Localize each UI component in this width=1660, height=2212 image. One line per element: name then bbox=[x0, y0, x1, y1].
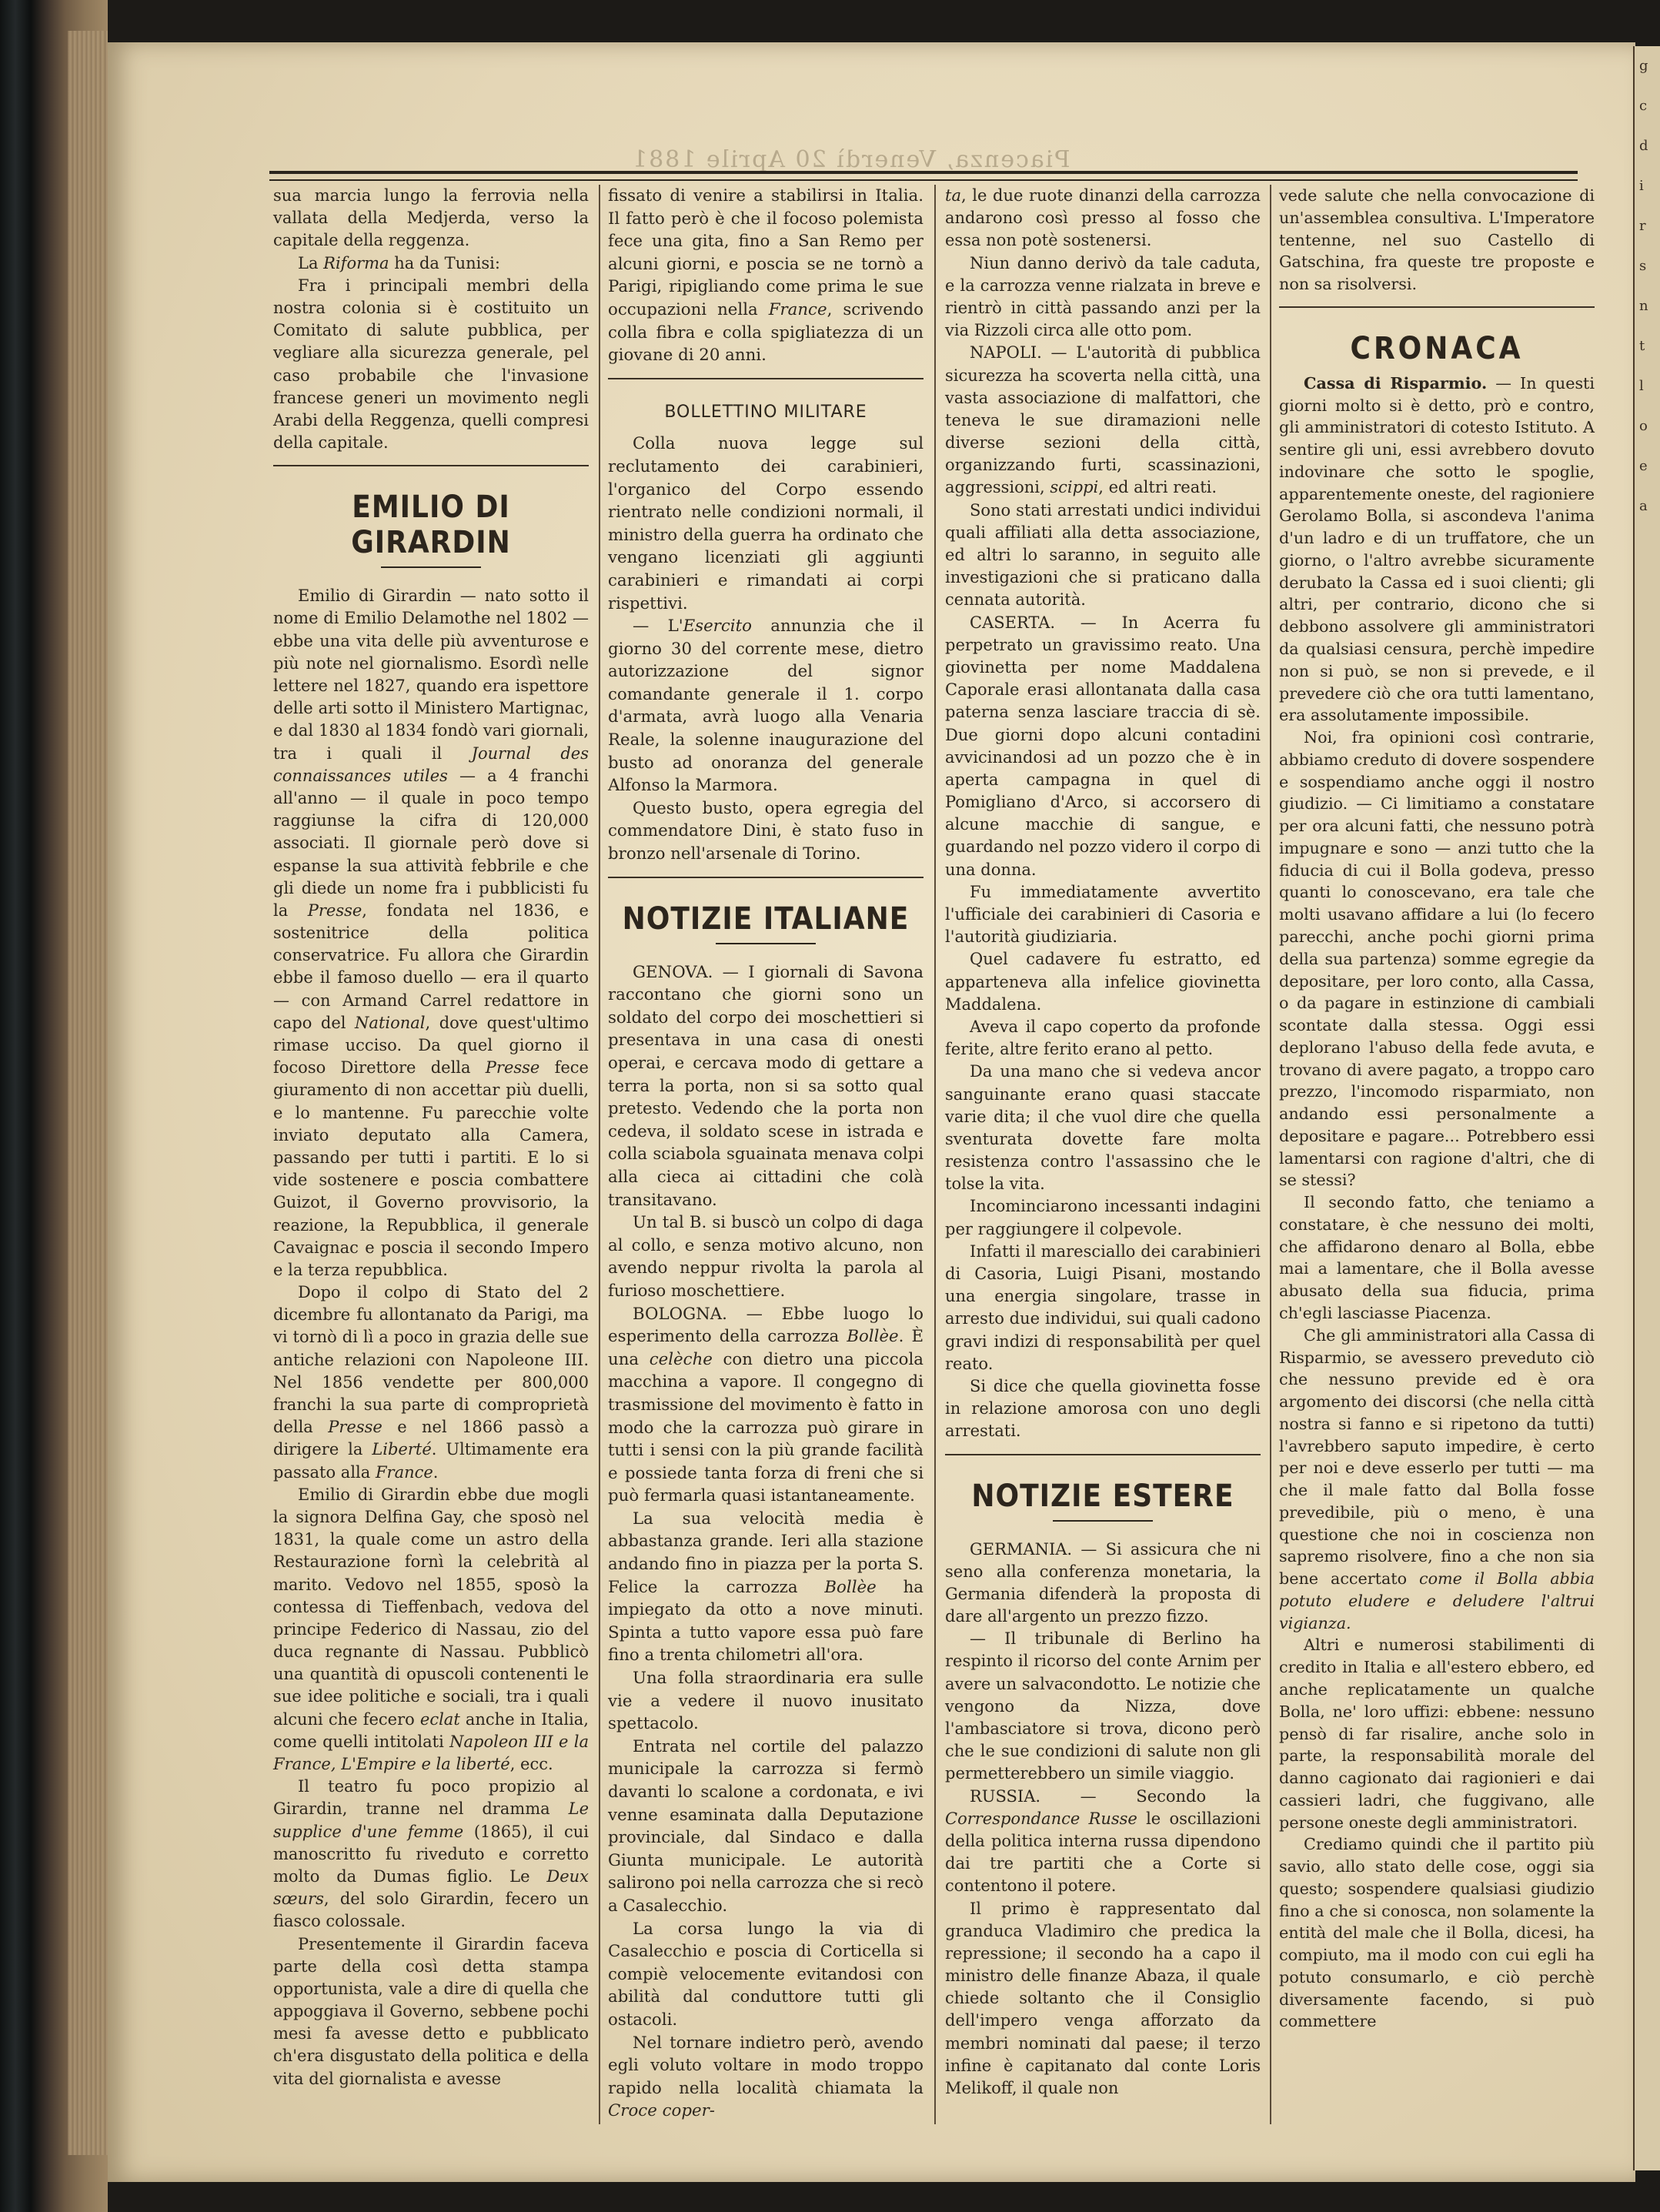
text-paragraph: Il primo è rappresentato dal granduca Vladimiro che predica la repressione; il secondo ha a capo il ministro delle finanze Abaza, il quale chiede soltanto che il Consiglio dell'impero venga afforzato da membri nominati dal paese; il terzo infine è capitanato dal conte Loris Melikoff, il quale non bbox=[945, 1899, 1261, 2097]
title-underline bbox=[381, 566, 481, 568]
text-paragraph: Fu immediatamente avvertito l'ufficiale dei carabinieri di Casoria e l'autorità giudiziaria. bbox=[945, 882, 1261, 947]
text-paragraph: — L'Esercito annunzia che il giorno 30 del corrente mese, dietro autorizzazione del signor comandante generale il 1. corpo d'armata, avrà luogo alla Venaria Reale, la solenne inaugurazione del busto ad onoranza del generale Alfonso la Marmora. bbox=[608, 616, 924, 796]
section-title-cronaca: CRONACA bbox=[1350, 330, 1524, 366]
text-paragraph: La sua velocità media è abbastanza grande. Ieri alla stazione andando fino in piazza per la porta S. Felice la carrozza Bollèe ha impiegato da otto a nove minuti. Spinta a tutto vapore essa può fare fino a trenta chilometri all'ora. bbox=[608, 1509, 924, 1666]
text-paragraph: vede salute che nella convocazione di un'assemblea consultiva. L'Imperatore tentenne, nel suo Castello di Gatschina, fra queste tre proposte e non sa risolversi. bbox=[1279, 186, 1595, 294]
text-paragraph: Crediamo quindi che il partito più savio, allo stato delle cose, oggi sia questo; sospendere qualsiasi giudizio fino a che si conosca, non solamente la entità del male che il Bolla, dicesi, ha compiuto, ma il modo con cui egli ha potuto consumarlo, e ciò perchè diversamente facendo, si può commettere bbox=[1279, 1835, 1595, 2031]
section-title-notizie-italiane: NOTIZIE ITALIANE bbox=[622, 901, 910, 937]
text-paragraph: Cassa di Risparmio. — In questi giorni molto si è detto, prò e contro, gli amministratori di cotesto Istituto. A sentire gli uni, essi avrebbero dovuto indovinare che sotto le spoglie, apparentemente oneste, del ragioniere Gerolamo Bolla, si ascondeva l'anima d'un ladro e di un truffatore, che un giorno, o l'altro avrebbe sicuramente derubato la Cassa ed i suoi clienti; gli altri, per contrario, dicono che si debbono assolvere gli amministratori da qualsiasi censura, perchè impedire non si può, se non si prevede, e il prevedere ciò che ora tutti lamentano, era assolutamente impossibile. bbox=[1279, 373, 1595, 725]
section-rule bbox=[608, 378, 924, 379]
text-paragraph: Da una mano che si vedeva ancor sanguinante erano quasi staccate varie dita; il che vuol dire che quella sventurata dovette fare molta resistenza contro l'assassino che le tolse la vita. bbox=[945, 1062, 1261, 1194]
column-3 bbox=[945, 185, 1261, 2100]
text-paragraph: Emilio di Girardin — nato sotto il nome di Emilio Delamothe nel 1802 — ebbe una vita delle più avventurose e più note nel giornalismo. Esordì nelle lettere nel 1827, quando era ispettore delle arti sotto il Ministero Martignac, e dal 1830 al 1834 fondò vari giornali, tra i quali il Journal des connaissances utiles — a 4 franchi all'anno — il quale in poco tempo raggiunse la cifra di 120,000 associati. Il giornale però dove si espanse la sua attività febbrile e che gli diede un nome fra i pubblicisti fu la Presse, fondata nel 1836, e sostenitrice della politica conservatrice. Fu allora che Girardin ebbe il famoso duello — era il quarto — con Armand Carrel redattore in capo del National, dove quest'ultimo rimase ucciso. Da quel giorno il focoso Direttore della Presse fece giuramento di non accettar più duelli, e lo mantenne. Fu parecchie volte inviato deputato alla Camera, passando per tutti i partiti. E lo si vide sostenere e poscia combattere Guizot, il Governo provvisorio, la reazione, la Repubblica, il generale Cavaignac e poscia il secondo Impero e la terza repubblica. bbox=[273, 586, 589, 1279]
column-rule-3 bbox=[1270, 185, 1271, 2124]
column-4 bbox=[1279, 185, 1595, 2033]
column-rule-1 bbox=[599, 185, 600, 2124]
column-rule-2 bbox=[934, 185, 936, 2124]
text-paragraph: Quel cadavere fu estratto, ed apparteneva alla infelice giovinetta Maddalena. bbox=[945, 950, 1261, 1014]
text-paragraph: CASERTA. — In Acerra fu perpetrato un gravissimo reato. Una giovinetta per nome Maddalena Caporale erasi allontanata dalla casa paterna senza lasciare traccia di sè. Due giorni dopo alcuni contadini avvicinandosi ad un pozzo che è in aperta campagna in quel di Pomigliano d'Arco, si accorsero di alcune macchie di sangue, e guardando nel pozzo videro il corpo di una donna. bbox=[945, 613, 1261, 879]
text-paragraph: Presentemente il Girardin faceva parte della così detta stampa opportunista, vale a dire di quella che appoggiava il Governo, sebbene pochi mesi fa avesse detto e pubblicato ch'era disgustato della politica e della vita del giornalista e avesse bbox=[273, 1934, 589, 2088]
section-title-bollettino: BOLLETTINO MILITARE bbox=[664, 402, 867, 422]
section-rule bbox=[1279, 306, 1595, 308]
text-paragraph: Altri e numerosi stabilimenti di credito in Italia e all'estero ebbero, ed anche replicatamente un qualche Bolla, ne' loro uffizi: ebbene: nessuno pensò di far risalire, anche solo in parte, la responsabilità morale del danno cagionato dai ragionieri e dai cassieri ladri, che fuggivano, alle persone oneste degli amministratori. bbox=[1279, 1636, 1595, 1832]
text-paragraph: — Il tribunale di Berlino ha respinto il ricorso del conte Arnim per avere un salvacondotto. Le notizie che vengono da Nizza, dove l'ambasciatore si trova, dicono però che le sue condizioni di salute non gli permetterebbero un simile viaggio. bbox=[945, 1629, 1261, 1783]
text-paragraph: Un tal B. si buscò un colpo di daga al collo, e senza motivo alcuno, non avendo neppur rivolta la parola al furioso moschettiere. bbox=[608, 1213, 924, 1301]
text-paragraph: Dopo il colpo di Stato del 2 dicembre fu allontanato da Parigi, ma vi tornò di lì a poco in grazia delle sue antiche relazioni con Napoleone III. Nel 1856 vendette per 800,000 franchi la sua parte di comproprietà della Presse e nel 1866 passò a dirigere la Liberté. Ultimamente era passato alla France. bbox=[273, 1283, 589, 1482]
text-paragraph: Questo busto, opera egregia del commendatore Dini, è stato fuso in bronzo nell'arsenale di Torino. bbox=[608, 798, 924, 864]
text-paragraph: Infatti il maresciallo dei carabinieri di Casoria, Luigi Pisani, mostando una energia singolare, trasse in arresto due individui, sui quali cadono gravi indizi di responsabilità per quel reato. bbox=[945, 1241, 1261, 1373]
text-paragraph: Incominciarono incessanti indagini per raggiungere il colpevole. bbox=[945, 1197, 1261, 1238]
title-underline bbox=[1053, 1520, 1153, 1522]
column-1 bbox=[273, 185, 589, 2090]
column-2 bbox=[608, 185, 924, 2123]
text-paragraph: Emilio di Girardin ebbe due mogli la signora Delfina Gay, che sposò nel 1831, la quale come un astro della Restaurazione fornì la celebrità al marito. Vedovo nel 1855, sposò la contessa di Tieffenbach, vedova del principe Federico di Nassau, zio del duca regnante di Nassau. Pubblicò una quantità di opuscoli contenenti le sue idee politiche e sociali, tra i quali alcuni che fecero eclat anche in Italia, come quelli intitolati Napoleon III e la France, L'Empire e la liberté, ecc. bbox=[273, 1485, 589, 1773]
section-title-notizie-estere: NOTIZIE ESTERE bbox=[971, 1478, 1234, 1514]
text-paragraph: BOLOGNA. — Ebbe luogo lo esperimento della carrozza Bollèe. È una celèche con dietro una piccola macchina a vapore. Il congegno di trasmissione del movimento è fatto in modo che la carrozza può girare in tutti i sensi con la più grande facilità e possiede tanta forza di freni che si può fermarla quasi istantaneamente. bbox=[608, 1304, 924, 1506]
text-paragraph: Noi, fra opinioni così contrarie, abbiamo creduto di dovere sospendere e sospendiamo anche oggi il nostro giudizio. — Ci limitiamo a constatare per ora alcuni fatti, che nessuno potrà impugnare e sono — anzi tutto che la fiducia di cui il Bolla godeva, presso quanti lo conoscevano, era tale che molti usavano affidare a lui (lo fecero parecchi, anche pochi giorni prima della sua partenza) somme egregie da depositare, per loro conto, alla Cassa, o da pagare in estinzione di cambiali scontate dalla stessa. Oggi essi deplorano l'abuso della fede avuta, e trovano di avere pagato, a troppo caro prezzo, l'incomodo risparmiato, non andando essi personalmente a depositare e pagare... Potrebbero essi lamentarsi con ragione d'altri, che di se stessi? bbox=[1279, 728, 1595, 1190]
text-paragraph: Nel tornare indietro però, avendo egli voluto voltare in modo troppo rapido nella località chiamata la Croce coper- bbox=[608, 2033, 924, 2121]
text-paragraph: La corsa lungo la via di Casalecchio e poscia di Corticella si compiè velocemente evitandosi con abilità dal conduttore tutti gli ostacoli. bbox=[608, 1919, 924, 2030]
text-paragraph: Il secondo fatto, che teniamo a constatare, è che nessuno dei molti, che affidarono denaro al Bolla, ebbe mai a lamentare, che il Bolla avesse abusato della sua fiducia, prima ch'egli lasciasse Piacenza. bbox=[1279, 1193, 1595, 1322]
section-rule bbox=[273, 465, 589, 466]
text-paragraph: Che gli amministratori alla Cassa di Risparmio, se avessero preveduto ciò che nessuno previde ed è ora argomento dei discorsi (che nella città nostra si fanno e si ripetono da tutti) l'avrebbero saputo impedire, è certo per noi e deve esserlo per tutti — ma che il male fatto dal Bolla fosse prevedibile, più o meno, è una questione che noi in coscienza non sapremo risolvere, fino a che non sia bene accertato come il Bolla abbia potuto eludere e deludere l'altrui vigianza. bbox=[1279, 1325, 1595, 1632]
article-title-girardin: EMILIO DI GIRARDIN bbox=[351, 490, 511, 561]
text-paragraph: Colla nuova legge sul reclutamento dei carabinieri, l'organico del Corpo essendo rientrato nelle condizioni normali, il ministro della guerra ha ordinato che vengano licenziati gli aggiunti carabinieri e rimandati ai corpi rispettivi. bbox=[608, 434, 924, 613]
text-paragraph: fissato di venire a stabilirsi in Italia. Il fatto però è che il focoso polemista fece una gita, fino a San Remo per alcuni giorni, e poscia se ne tornò a Parigi, ripigliando come prima le sue occupazioni nella France, scrivendo colla fibra e colla spigliatezza di un giovane di 20 anni. bbox=[608, 186, 924, 366]
text-paragraph: Entrata nel cortile del palazzo municipale la carrozza si fermò davanti lo scalone a cordonata, e ivi venne esaminata dalla Deputazione provinciale, dal Sindaco e dalla Giunta municipale. Le autorità salirono poi nella carrozza che si recò a Casalecchio. bbox=[608, 1736, 924, 1916]
title-underline bbox=[716, 943, 816, 944]
next-page-edge: g c d i r s n t l o e a bbox=[1633, 46, 1660, 2170]
section-rule bbox=[945, 1454, 1261, 1455]
text-paragraph: ta, le due ruote dinanzi della carrozza andarono così presso al fosso che essa non potè sostenersi. bbox=[945, 186, 1261, 250]
text-paragraph: Il teatro fu poco propizio al Girardin, tranne nel dramma Le supplice d'une femme (1865), il cui manoscritto fu riveduto e corretto molto da Dumas figlio. Le Deux sœurs, del solo Girardin, fecero un fiasco colossale. bbox=[273, 1777, 589, 1931]
text-paragraph: Una folla straordinaria era sulle vie a vedere il nuovo inusitato spettacolo. bbox=[608, 1669, 924, 1734]
text-paragraph: La Riforma ha da Tunisi: bbox=[298, 253, 500, 272]
text-paragraph: Sono stati arrestati undici individui quali affiliati alla detta associazione, ed altri lo saranno, in seguito alle investigazioni che si praticano dalla cennata autorità. bbox=[945, 500, 1261, 610]
text-paragraph: Si dice che quella giovinetta fosse in relazione amorosa con uno degli arrestati. bbox=[945, 1376, 1261, 1441]
page-stack-edge bbox=[68, 31, 108, 2155]
text-paragraph: RUSSIA. — Secondo la Correspondance Russe le oscillazioni della politica interna russa dipendono dai tre partiti che a Corte si contentono il potere. bbox=[945, 1786, 1261, 1896]
text-paragraph: Fra i principali membri della nostra colonia si è costituito un Comitato di salute pubblica, per vegliare alla sicurezza generale, pel caso probabile che l'invasione francese generi un movimento negli Arabi della Reggenza, quelli compresi della capitale. bbox=[273, 276, 589, 453]
text-paragraph: GENOVA. — I giornali di Savona raccontano che giorni sono un soldato del corpo dei moschettieri si presentava in una casa di onesti operai, e cercava modo di gettare a terra la porta, non si sa sotto qual pretesto. Vedendo che la porta non cedeva, il soldato scese in istrada e colla sciabola sguainata menava colpi alla cieca ai cittadini che colà transitavano. bbox=[608, 962, 924, 1210]
header-rule bbox=[269, 171, 1578, 181]
text-paragraph: GERMANIA. — Si assicura che ni seno alla conferenza monetaria, la Germania difenderà la proposta di dare all'argento un prezzo fizzo. bbox=[945, 1539, 1261, 1626]
text-paragraph: Niun danno derivò da tale caduta, e la carrozza venne rialzata in breve e rientrò in città passando anzi per la via Rizzoli circa alle otto pom. bbox=[945, 253, 1261, 340]
text-paragraph: NAPOLI. — L'autorità di pubblica sicurezza ha scoverta nella città, una vasta associazione di malfattori, che teneva le sue diramazioni nelle diverse sezioni della città, organizzando furti, scassinazioni, aggressioni, scippi, ed altri reati. bbox=[945, 343, 1261, 497]
text-paragraph: Aveva il capo coperto da profonde ferite, altre ferito erano al petto. bbox=[945, 1017, 1261, 1059]
section-rule bbox=[608, 877, 924, 878]
text-paragraph: sua marcia lungo la ferrovia nella vallata della Medjerda, verso la capitale della reggenza. bbox=[273, 186, 589, 250]
show-through-header: Piacenza, Venerdì 20 Aprile 1881 bbox=[631, 146, 1070, 173]
